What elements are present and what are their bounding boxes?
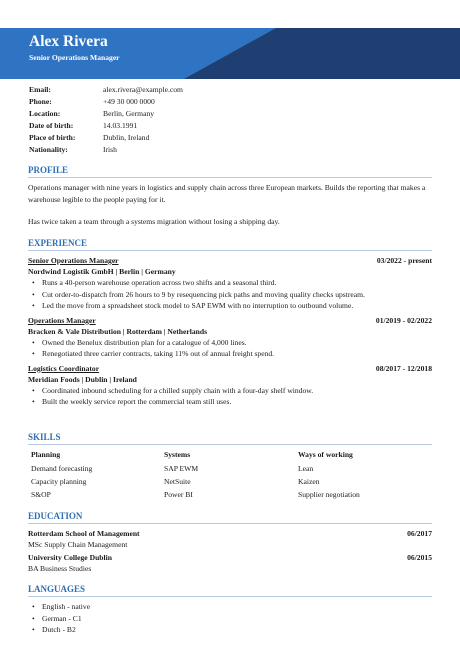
skill-item: Lean — [298, 464, 314, 473]
bullet-icon: • — [32, 278, 35, 287]
list-item: • English - native — [32, 602, 91, 611]
detail-label: Email: — [29, 85, 51, 94]
education-entry — [28, 552, 432, 563]
skills-column — [298, 449, 432, 502]
list-item: • Coordinated inbound scheduling for a chilled supply chain with a four-day shelf window. — [32, 385, 314, 395]
section-divider — [28, 250, 432, 251]
profile-paragraph: Has twice taken a team through a systems migration without losing a shipping day. — [28, 217, 280, 226]
skills-column-head: Planning — [31, 450, 61, 459]
detail-row-email — [29, 84, 329, 96]
bullet-icon: • — [32, 625, 35, 634]
candidate-title: Senior Operations Manager — [29, 53, 120, 62]
detail-label: Phone: — [29, 97, 52, 106]
skill-item: Power BI — [164, 490, 193, 499]
skills-column-head: Ways of working — [298, 450, 353, 459]
job-title: Senior Operations Manager — [28, 256, 119, 265]
job-organization: Bracken & Vale Distribution | Rotterdam | Netherlands — [28, 326, 208, 336]
section-divider — [28, 177, 432, 178]
list-item: • Renegotiated three carrier contracts, taking 11% out of annual freight spend. — [32, 349, 275, 358]
job-title: Logistics Coordinator — [28, 363, 100, 373]
detail-value-pob: Dublin, Ireland — [103, 133, 150, 142]
job-dates: 08/2017 - 12/2018 — [375, 363, 432, 373]
detail-value-nationality: Irish — [103, 145, 117, 154]
skills-column — [31, 449, 164, 502]
skills-section — [28, 431, 432, 502]
detail-row-nationality — [29, 144, 329, 156]
education-school: Rotterdam School of Management — [28, 529, 140, 538]
bullet-icon: • — [32, 613, 35, 623]
detail-row-pob — [29, 132, 329, 144]
detail-label: Nationality: — [29, 145, 68, 154]
education-date: 06/2017 — [407, 529, 432, 538]
list-item: • German - C1 — [32, 613, 82, 623]
bullet-icon: • — [32, 397, 35, 406]
detail-value-phone: +49 30 000 0000 — [103, 97, 155, 106]
education-section — [28, 510, 432, 576]
job-title: Operations Manager — [28, 315, 96, 325]
detail-row-dob — [29, 120, 329, 132]
skills-column — [164, 449, 298, 502]
education-school: University College Dublin — [28, 553, 112, 562]
education-degree: BA Business Studies — [28, 564, 92, 573]
list-item: • Cut order-to-dispatch from 26 hours to 9 by resequencing pick paths and moving quality checks upstream. — [32, 289, 365, 299]
education-degree: MSc Supply Chain Management — [28, 540, 128, 549]
personal-details — [29, 84, 329, 156]
detail-label: Place of birth: — [29, 133, 76, 142]
list-item: • Built the weekly service report the commercial team still uses. — [32, 397, 232, 406]
section-title-education: EDUCATION — [28, 511, 83, 521]
languages-section — [28, 583, 432, 636]
list-item: • Dutch - B2 — [32, 625, 76, 634]
header-banner — [0, 28, 460, 79]
job-organization: Meridian Foods | Dublin | Ireland — [28, 374, 137, 384]
job-dates: 03/2022 - present — [376, 256, 432, 265]
bullet-icon: • — [32, 289, 35, 299]
skill-item: SAP EWM — [164, 464, 199, 473]
list-item: • Led the move from a spreadsheet stock model to SAP EWM with no interruption to outbound volume. — [32, 301, 354, 310]
skill-item: NetSuite — [164, 477, 191, 486]
section-title-languages: LANGUAGES — [28, 584, 86, 594]
section-title-experience: EXPERIENCE — [28, 238, 88, 248]
detail-row-location — [29, 108, 329, 120]
detail-label: Date of birth: — [29, 121, 74, 130]
skill-item: Kaizen — [298, 477, 320, 486]
skills-table — [28, 449, 432, 502]
detail-value-dob: 14.03.1991 — [103, 121, 138, 130]
job-entry — [28, 255, 432, 312]
education-date: 06/2015 — [407, 553, 432, 562]
bullet-icon: • — [32, 301, 35, 310]
experience-section — [28, 237, 432, 411]
detail-label: Location: — [29, 109, 61, 118]
list-item: • Owned the Benelux distribution plan for a catalogue of 4,000 lines. — [32, 337, 247, 347]
section-divider — [28, 523, 432, 524]
job-entry — [28, 315, 432, 360]
skill-item: Supplier negotiation — [298, 490, 360, 499]
skill-item: Capacity planning — [31, 477, 87, 486]
candidate-name: Alex Rivera — [29, 33, 108, 50]
detail-row-phone — [29, 96, 329, 108]
detail-value-email[interactable]: alex.rivera@example.com — [103, 85, 183, 94]
skills-column-head: Systems — [164, 450, 191, 459]
profile-section — [28, 164, 432, 228]
detail-value-location: Berlin, Germany — [103, 109, 155, 118]
job-organization: Nordwind Logistik GmbH | Berlin | Germany — [28, 267, 176, 276]
job-dates: 01/2019 - 02/2022 — [375, 315, 432, 325]
skill-item: S&OP — [31, 490, 51, 499]
bullet-icon: • — [32, 602, 35, 611]
skill-item: Demand forecasting — [31, 464, 93, 473]
bullet-icon: • — [32, 337, 35, 347]
section-title-profile: PROFILE — [28, 165, 69, 175]
bullet-icon: • — [32, 349, 35, 358]
section-divider — [28, 596, 432, 597]
job-entry — [28, 363, 432, 408]
section-title-skills: SKILLS — [28, 432, 61, 442]
section-divider — [28, 444, 432, 445]
list-item: • Runs a 40-person warehouse operation across two shifts and a seasonal third. — [32, 278, 277, 287]
education-entry — [28, 528, 432, 539]
profile-paragraph: Operations manager with nine years in logistics and supply chain across three European markets. Builds the reporting that makes a warehouse legible to the people paying for it. — [28, 183, 426, 204]
bullet-icon: • — [32, 385, 35, 395]
